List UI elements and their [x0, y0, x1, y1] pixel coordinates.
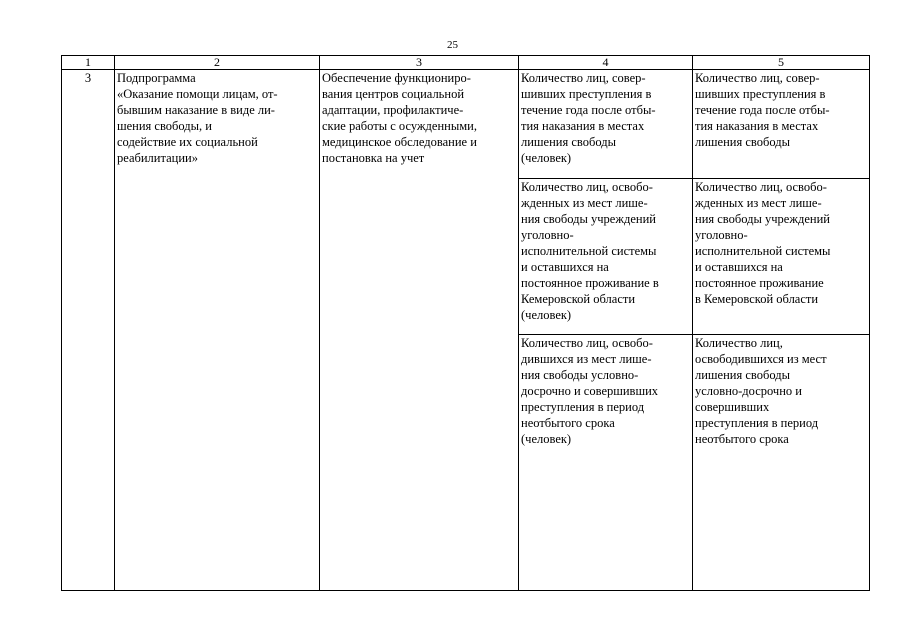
header-col-5: 5	[693, 56, 870, 70]
page-number: 25	[447, 39, 458, 51]
subprogram-cell: Подпрограмма «Оказание помощи лицам, от- бывшим наказание в виде ли- шения свободы, и содействие их социальной реабилитации»	[115, 70, 320, 591]
indicator-1-method-cell: Количество лиц, совер- шивших преступления в течение года после отбы- тия наказания в местах лишения свободы	[693, 70, 870, 179]
header-col-1: 1	[62, 56, 115, 70]
indicator-3-name-cell: Количество лиц, освобо- дившихся из мест лише- ния свободы условно- досрочно и совершивших преступления в период неотбытого срока (человек)	[519, 335, 693, 591]
indicator-2-name-cell: Количество лиц, освобо- жденных из мест лише- ния свободы учреждений уголовно- исполнительной системы и оставшихся на постоянное проживание в Кемеровской области (человек)	[519, 179, 693, 335]
indicator-2-method-cell: Количество лиц, освобо- жденных из мест лише- ния свободы учреждений уголовно- исполнительной системы и оставшихся на постоянное проживание в Кемеровской области	[693, 179, 870, 335]
header-col-2: 2	[115, 56, 320, 70]
header-col-4: 4	[519, 56, 693, 70]
table-row	[62, 70, 870, 179]
header-col-3: 3	[320, 56, 519, 70]
indicator-1-name-cell: Количество лиц, совер- шивших преступления в течение года после отбы- тия наказания в местах лишения свободы (человек)	[519, 70, 693, 179]
table-header-row	[62, 56, 870, 70]
measures-cell: Обеспечение функциониро- вания центров социальной адаптации, профилактиче- ские работы с осужденными, медицинское обследование и постановка на учет	[320, 70, 519, 591]
row-number-cell: 3	[62, 70, 115, 591]
program-table	[61, 55, 870, 591]
indicator-3-method-cell: Количество лиц, освободившихся из мест лишения свободы условно-досрочно и совершивших преступления в период неотбытого срока	[693, 335, 870, 591]
